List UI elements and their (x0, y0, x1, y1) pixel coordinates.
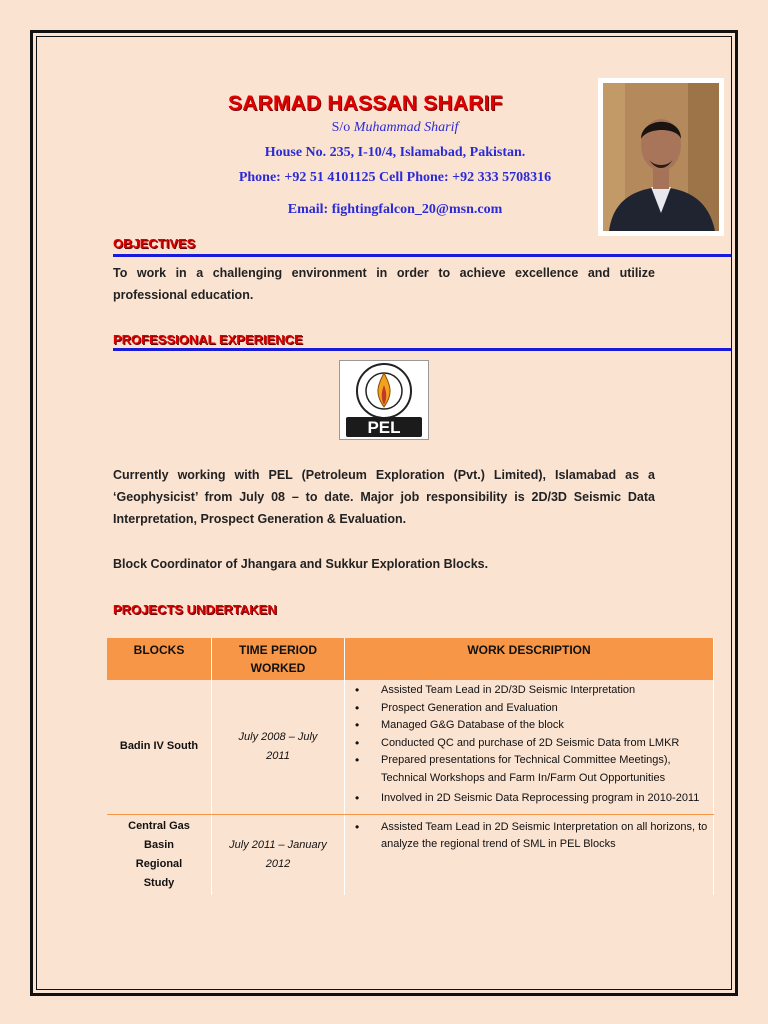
address: House No. 235, I-10/4, Islamabad, Pakistan. (264, 145, 526, 160)
objectives-heading: OBJECTIVES (113, 236, 196, 251)
profile-photo (598, 78, 724, 236)
table-header-row (107, 638, 714, 680)
person-silhouette-icon (603, 83, 719, 231)
column-header-blocks: BLOCKS (107, 638, 212, 680)
list-item: • Assisted Team Lead in 2D/3D Seismic Interpretation (369, 682, 709, 700)
list-item: • Prospect Generation and Evaluation (369, 700, 709, 718)
experience-divider (113, 348, 731, 351)
projects-table (107, 638, 714, 895)
experience-paragraph-current-role: Currently working with PEL (Petroleum Exploration (Pvt.) Limited), Islamabad as a ‘Geophysicist’ from July 08 – to date. Major job responsibility is 2D/3D Seismic Data Interpretation, Prospect Generation & Evaluation. (113, 468, 655, 526)
pel-flame-logo-icon (340, 361, 428, 439)
candidate-name: SARMAD HASSAN SHARIF (228, 92, 503, 115)
parent-prefix: S/o (331, 120, 354, 135)
list-item: • Involved in 2D Seismic Data Reprocessing program in 2010-2011 (369, 790, 709, 808)
experience-paragraph-coordinator: Block Coordinator of Jhangara and Sukkur Exploration Blocks. (113, 557, 489, 571)
row-time-period: July 2011 – January 2012 (212, 814, 345, 895)
row-time-period: July 2008 – July 2011 (212, 680, 345, 814)
projects-heading: PROJECTS UNDERTAKEN (113, 602, 277, 617)
list-item: • Prepared presentations for Technical Committee Meetings), Technical Workshops and Farm In/Farm Out Opportunities (369, 752, 709, 787)
list-item: • Managed G&G Database of the block (369, 717, 709, 735)
objectives-divider (113, 254, 731, 257)
table-row (107, 814, 714, 895)
column-header-time-period: TIME PERIOD WORKED (212, 638, 345, 680)
experience-heading: PROFESSIONAL EXPERIENCE (113, 332, 303, 347)
phone-numbers: Phone: +92 51 4101125 Cell Phone: +92 333 5708316 (238, 170, 552, 185)
row-work-description (345, 814, 714, 895)
row-block-name: Badin IV South (107, 680, 212, 814)
list-item: • Conducted QC and purchase of 2D Seismic Data from LMKR (369, 735, 709, 753)
pel-logo-text: PEL (367, 418, 401, 437)
objectives-text: To work in a challenging environment in order to achieve excellence and utilize professional education. (113, 266, 655, 302)
parent-name (160, 120, 630, 136)
pel-logo (339, 360, 429, 440)
email-link[interactable]: Email: fightingfalcon_20@msn.com (287, 202, 503, 217)
table-row (107, 680, 714, 814)
parent-name-value: Muhammad Sharif (353, 120, 459, 135)
list-item: • Assisted Team Lead in 2D Seismic Interpretation on all horizons, to analyze the regional trend of SML in PEL Blocks (369, 819, 709, 854)
row-work-description (345, 680, 714, 814)
row-block-name: Central Gas Basin Regional Study (107, 814, 212, 895)
column-header-work-description: WORK DESCRIPTION (345, 638, 714, 680)
